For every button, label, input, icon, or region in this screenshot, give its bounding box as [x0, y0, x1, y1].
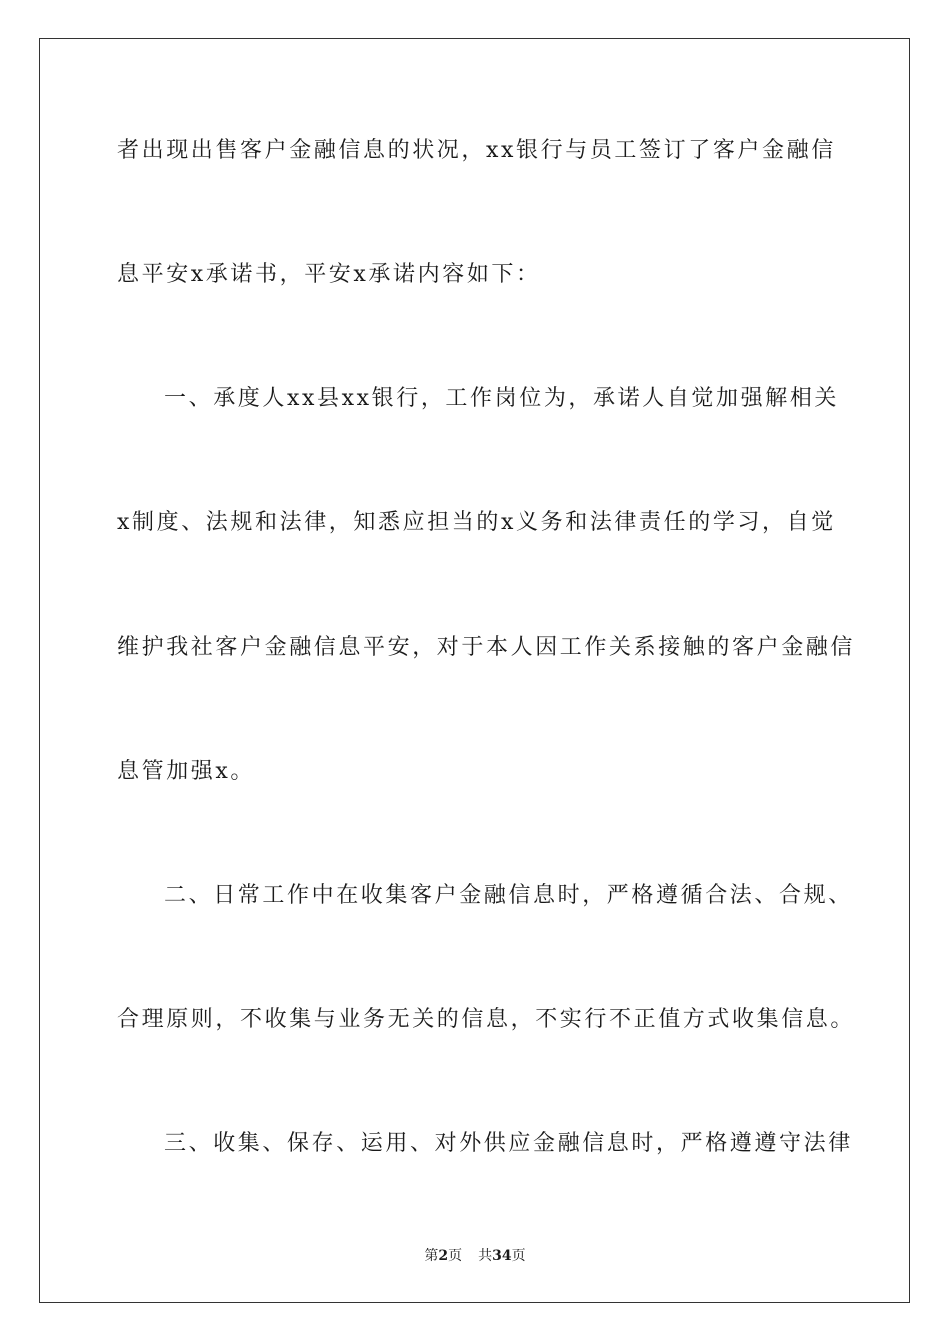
footer-total-prefix: 共: [478, 1248, 493, 1264]
page-footer: [0, 1247, 950, 1265]
body-line-8: 合理原则，不收集与业务无关的信息，不实行不正值方式收集信息。: [117, 1007, 856, 1032]
footer-total-pages: 34: [492, 1248, 512, 1264]
paragraph-3-start: 三、收集、保存、运用、对外供应金融信息时，严格遵遵守法律: [164, 1131, 853, 1156]
body-line-1: 者出现出售客户金融信息的状况，xx银行与员工签订了客户金融信: [117, 138, 836, 163]
footer-page-prefix: 第: [424, 1248, 439, 1264]
body-line-4: x制度、法规和法律，知悉应担当的x义务和法律责任的学习，自觉: [117, 510, 836, 535]
footer-page-suffix: 页: [448, 1248, 463, 1264]
paragraph-1-start: 一、承度人xx县xx银行，工作岗位为，承诺人自觉加强解相关: [164, 386, 840, 411]
body-line-2: 息平安x承诺书，平安x承诺内容如下：: [117, 262, 541, 287]
paragraph-2-start: 二、日常工作中在收集客户金融信息时，严格遵循合法、合规、: [164, 883, 853, 908]
page-frame: [39, 38, 910, 1303]
footer-total-suffix: 页: [511, 1248, 526, 1264]
body-line-5: 维护我社客户金融信息平安，对于本人因工作关系接触的客户金融信: [117, 635, 856, 660]
footer-page-number: 2: [438, 1248, 449, 1264]
body-line-6: 息管加强x。: [117, 759, 256, 784]
